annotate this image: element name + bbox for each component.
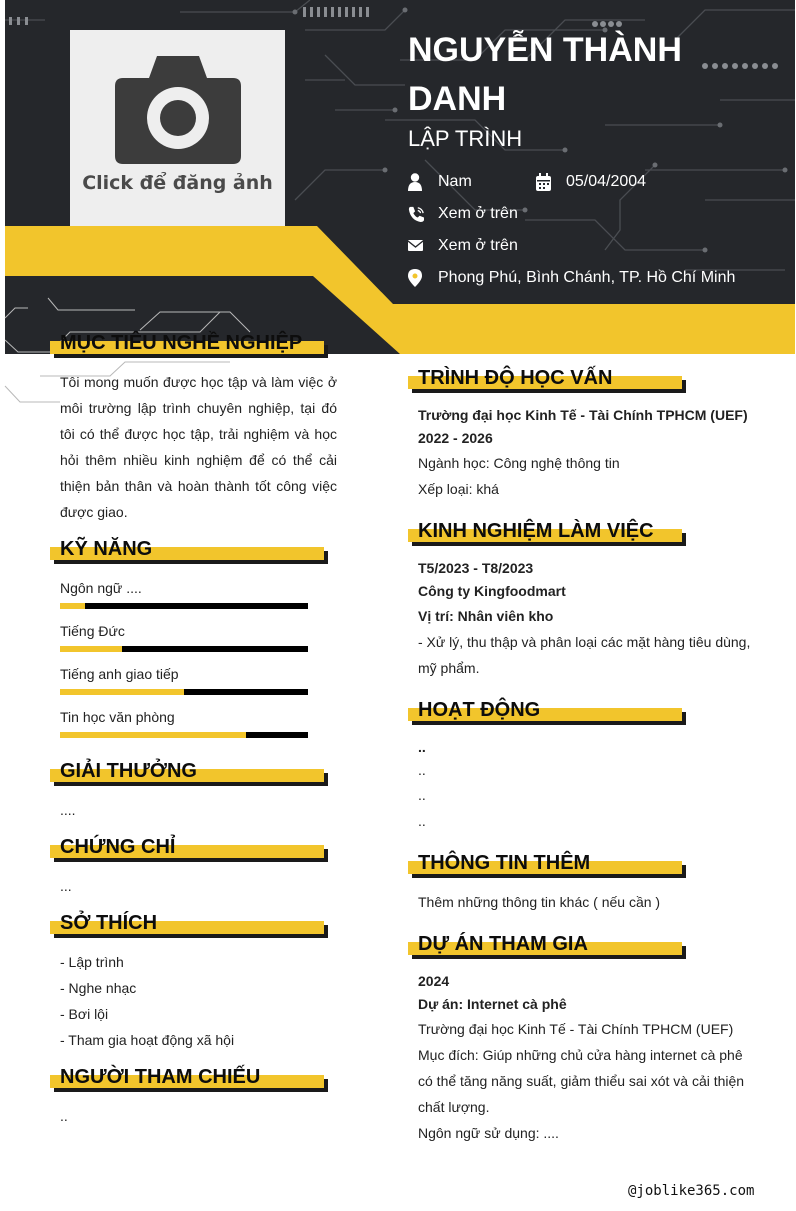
birthday-row [536, 173, 736, 193]
experience-period: T5/2023 - T8/2023 [418, 560, 534, 576]
section-title: SỞ THÍCH [60, 912, 158, 934]
person-icon [408, 173, 424, 191]
section-awards [50, 760, 330, 789]
calendar-icon [536, 173, 552, 191]
email-value: Xem ở trên [438, 237, 518, 254]
candidate-name: NGUYỄN THÀNH DANH [408, 31, 682, 118]
section-education [408, 367, 688, 396]
hobby-item: - Tham gia hoạt động xã hội [60, 1032, 235, 1048]
section-title: TRÌNH ĐỘ HỌC VẤN [418, 367, 613, 389]
extra-text: Thêm những thông tin khác ( nếu cần ) [418, 894, 661, 910]
section-experience [408, 520, 688, 549]
section-title: THÔNG TIN THÊM [418, 852, 591, 874]
section-title: GIẢI THƯỞNG [60, 760, 197, 782]
project-org: Trường đại học Kinh Tế - Tài Chính TPHCM (UEF) [418, 1021, 734, 1037]
section-hobbies [50, 912, 330, 941]
gender-row [408, 173, 538, 193]
education-major: Ngành học: Công nghệ thông tin [418, 455, 620, 471]
skill-bar [60, 603, 308, 609]
camera-icon [113, 52, 243, 167]
email-row [408, 237, 608, 257]
section-extra [408, 852, 688, 881]
section-title: MỤC TIÊU NGHỀ NGHIỆP [60, 332, 303, 354]
activity-item: .. [418, 762, 426, 778]
section-certificates [50, 836, 330, 865]
certificates-text: ... [60, 878, 72, 894]
project-name: Dự án: Internet cà phê [418, 996, 567, 1012]
footer-brand: @joblike365.com [628, 1183, 755, 1199]
hobby-item: - Nghe nhạc [60, 980, 137, 996]
skill-label: Tiếng Đức [60, 623, 125, 639]
skill-bar [60, 646, 308, 652]
references-text: .. [60, 1108, 68, 1124]
section-title: CHỨNG CHỈ [60, 836, 176, 858]
gender-value: Nam [438, 173, 472, 190]
section-title: KỸ NĂNG [60, 538, 153, 560]
project-purpose: Mục đích: Giúp những chủ cửa hàng internet cà phê có thể tăng năng suất, giảm thiểu sai xót và cải thiện chất lượng. [418, 1047, 745, 1115]
education-period: 2022 - 2026 [418, 430, 493, 446]
education-grade: Xếp loại: khá [418, 481, 499, 497]
photo-label: Click để đăng ảnh [82, 172, 273, 194]
section-title: NGƯỜI THAM CHIẾU [60, 1066, 261, 1088]
experience-desc: - Xử lý, thu thập và phân loại các mặt hàng tiêu dùng, mỹ phẩm. [418, 634, 751, 676]
experience-position: Vị trí: Nhân viên kho [418, 608, 554, 624]
phone-value: Xem ở trên [438, 205, 518, 222]
education-school: Trường đại học Kinh Tế - Tài Chính TPHCM (UEF) [418, 407, 748, 423]
objective-text: Tôi mong muốn được học tập và làm việc ở môi trường lập trình chuyên nghiệp, tại đó tôi có thể được học tập, trải nghiệm và học hỏi thêm nhiều kinh nghiệm để có thể cải thiện bản thân và hoàn thành tốt công việc được giao. [60, 374, 337, 520]
envelope-icon [408, 237, 424, 255]
section-title: DỰ ÁN THAM GIA [418, 933, 588, 955]
skill-level-fill [60, 689, 184, 695]
section-activities [408, 699, 688, 728]
phone-icon [408, 205, 424, 223]
awards-text: .... [60, 802, 76, 818]
section-objective [50, 332, 330, 361]
project-year: 2024 [418, 973, 450, 989]
skill-bar [60, 689, 308, 695]
section-skills [50, 538, 330, 567]
photo-upload[interactable] [70, 30, 285, 226]
address-row [408, 269, 738, 289]
skill-bar [60, 732, 308, 738]
experience-company: Công ty Kingfoodmart [418, 583, 566, 599]
skill-label: Ngôn ngữ .... [60, 580, 142, 596]
section-title: HOẠT ĐỘNG [418, 699, 541, 721]
skill-level-fill [60, 603, 85, 609]
skill-label: Tiếng anh giao tiếp [60, 666, 179, 682]
activity-item: .. [418, 739, 426, 755]
hobby-item: - Lập trình [60, 954, 124, 970]
skill-level-fill [60, 732, 246, 738]
hobby-item: - Bơi lội [60, 1006, 109, 1022]
activity-item: .. [418, 787, 426, 803]
birthday-value: 05/04/2004 [566, 173, 647, 190]
skill-label: Tin học văn phòng [60, 709, 175, 725]
skill-level-fill [60, 646, 122, 652]
candidate-role: LẬP TRÌNH [408, 126, 523, 151]
map-pin-icon [408, 269, 424, 287]
activity-item: .. [418, 813, 426, 829]
project-language: Ngôn ngữ sử dụng: .... [418, 1125, 559, 1141]
address-value: Phong Phú, Bình Chánh, TP. Hồ Chí Minh [438, 269, 736, 286]
phone-row [408, 205, 608, 225]
section-projects [408, 933, 688, 962]
section-title: KINH NGHIỆM LÀM VIỆC [418, 520, 654, 542]
section-references [50, 1066, 330, 1095]
